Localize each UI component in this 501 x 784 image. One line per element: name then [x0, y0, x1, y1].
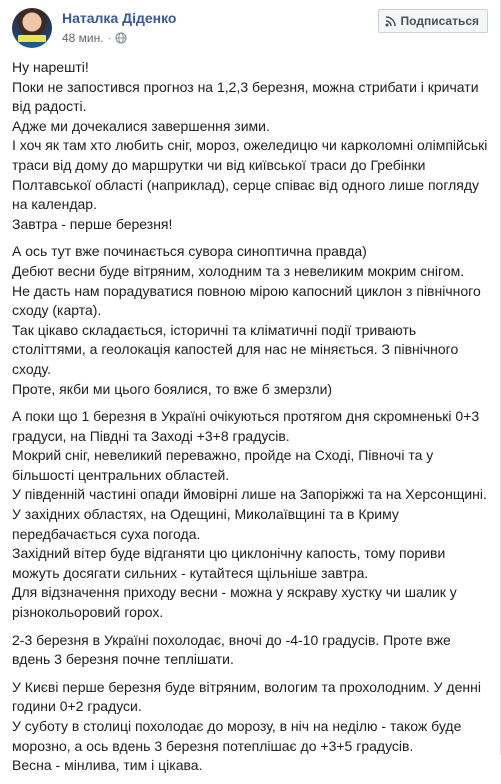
subscribe-label: Подписаться — [400, 14, 479, 28]
post-paragraph — [12, 631, 492, 670]
post-paragraph — [12, 407, 492, 623]
subscribe-button[interactable] — [378, 9, 488, 33]
post-text-line: Поки не запостився прогноз на 1,2,3 березня, можна стрибати і кричати від радості. — [12, 78, 483, 115]
post-header — [12, 8, 488, 52]
post-meta — [62, 31, 127, 45]
post-paragraph — [12, 58, 492, 234]
avatar-badge — [18, 35, 46, 42]
post-text-line: Мокрий сніг, невеликий переважно, пройде на Сході, Півночі та у більшості центральних областей. — [12, 447, 438, 483]
post-text-line: І хоч як там хто любить сніг, мороз, ожеледицю чи карколомні олімпійські траси від дому до маршрутки чи від київської траси до Гребінки Полтавської області (наприклад), серце співає від одного лише погляду на календар. — [12, 137, 492, 213]
post-text-line: А ось тут вже починається сувора синоптична правда) — [12, 243, 367, 260]
rss-icon — [385, 16, 396, 27]
post-text-line: Ну нарешті! — [12, 59, 89, 75]
post-text-line: Західний вітер буде відганяти цю циклонічну капость, тому пориви можуть досягати сильних - кутайтеся щільніше завтра. — [12, 545, 450, 581]
post-text-line: Не дасть нам порадуватися повною мірою капосний циклон з північного сходу (карта). — [12, 282, 485, 319]
avatar[interactable] — [12, 8, 52, 48]
post-text-line: У південній частині опади ймовірні лише на Запоріжжі та на Херсонщині. — [12, 486, 487, 503]
post-text-line: Весна - мінлива, тим і цікава. — [12, 757, 203, 774]
post-paragraph — [12, 242, 492, 399]
post-text-line: Завтра - перше березня! — [12, 215, 173, 232]
post-time[interactable]: 48 мин. — [62, 31, 104, 45]
post-text-line: У західних областях, на Одещині, Миколаївщині та в Криму передбачається суха погода. — [12, 506, 403, 542]
author-name[interactable]: Наталка Діденко — [62, 10, 177, 26]
post-text-line: 2-3 березня в Україні похолодає, вночі до -4-10 градусів. Проте вже вдень 3 березня почне теплішати. — [12, 631, 455, 668]
post-paragraph — [12, 678, 492, 776]
post-text-line: У Києві перше березня буде вітряним, вологим та прохолодним. У денні години 0+2 градуси. — [12, 678, 485, 715]
post-text-line: Для відзначення приходу весни - можна у яскраву хустку чи шалик у різнокольоровий горох. — [12, 584, 461, 621]
post-text-line: Так цікаво складається, історичні та кліматичні події тривають століттями, а геолокація капостей для нас не міняється. З північного сходу. — [12, 321, 463, 377]
globe-icon[interactable] — [115, 32, 127, 44]
post-text-line: Дебют весни буде вітряним, холодним та з невеликим мокрим снігом. — [12, 262, 465, 279]
post-body — [12, 58, 492, 784]
post-text-line: Адже ми дочекалися завершення зими. — [12, 117, 270, 134]
post-text-line: Проте, якби ми цього боялися, то вже б змерзли) — [12, 380, 333, 397]
post-text-line: У суботу в столиці похолодає до морозу, в ніч на неділю - також буде морозно, а ось вдень 3 березня потеплішає до +3+5 градусів. — [12, 718, 466, 754]
meta-separator: · — [107, 32, 111, 44]
post-text-line: А поки що 1 березня в Україні очікуються протягом дня скромненькі 0+3 градуси, на Півдні та Заході +3+8 градусів. — [12, 408, 484, 444]
